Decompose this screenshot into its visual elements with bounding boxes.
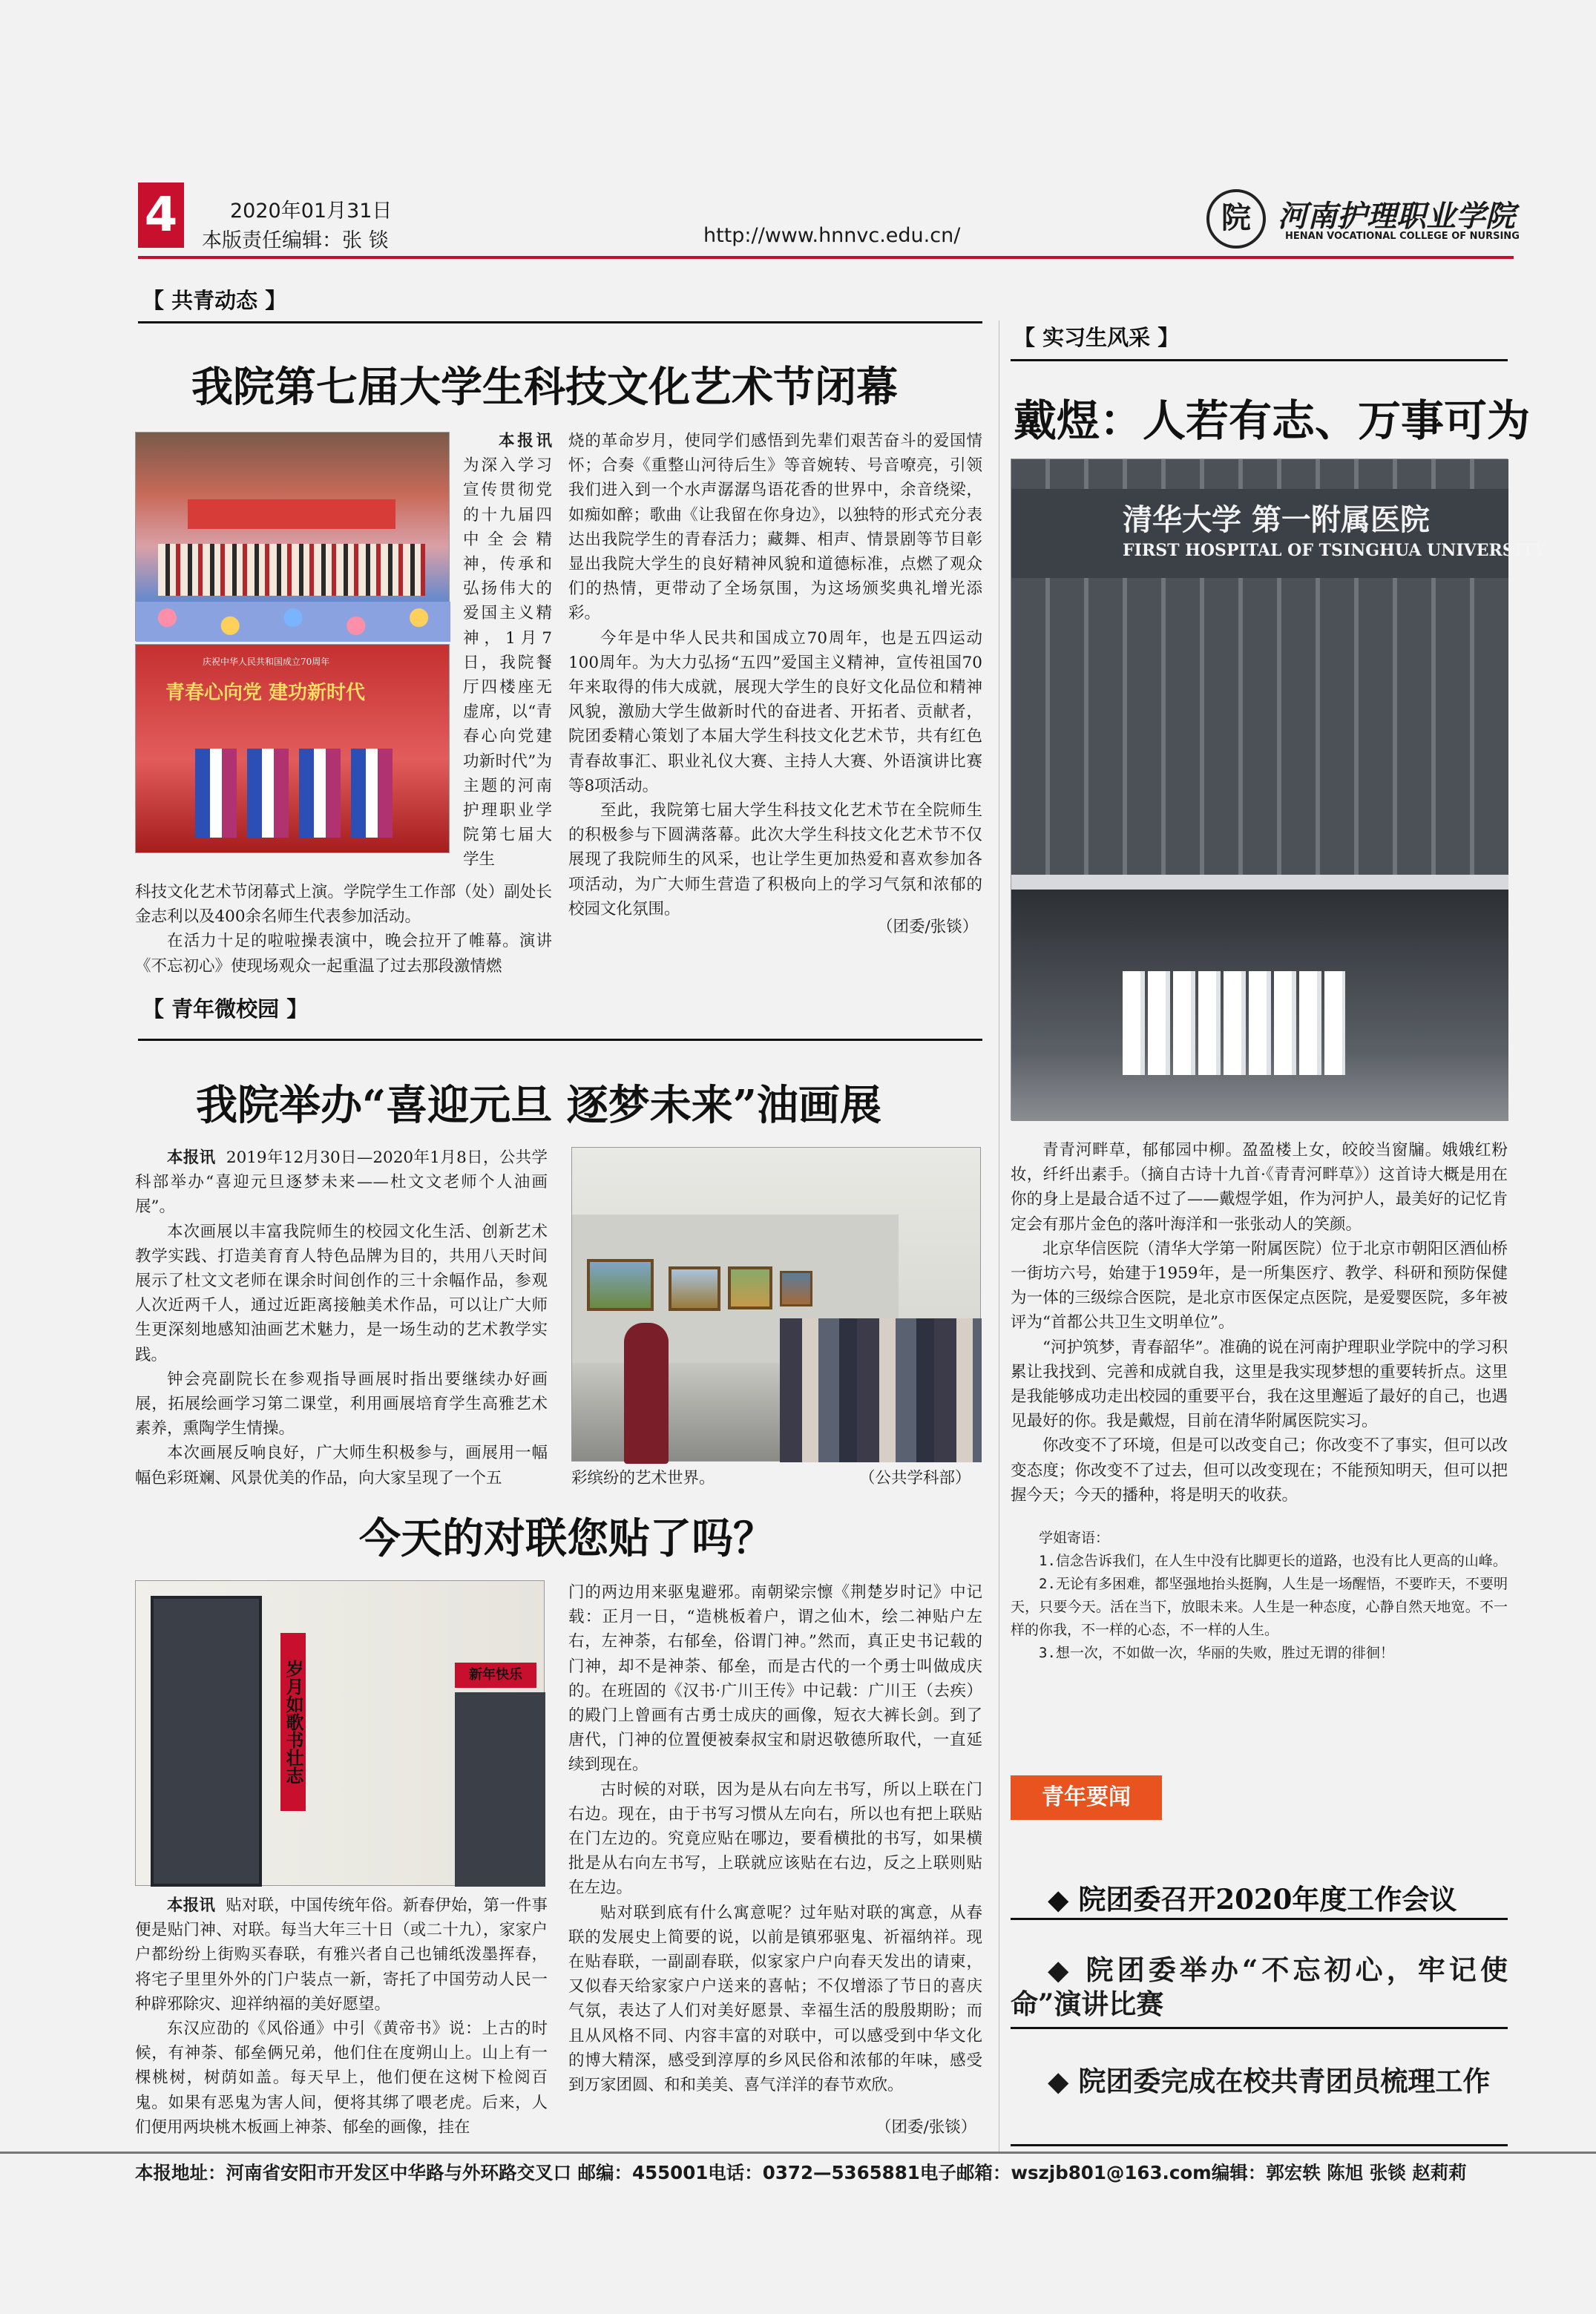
news-tag-label: 青年要闻 xyxy=(1042,1784,1131,1810)
headline-intern: 戴煜：人若有志、万事可为 xyxy=(1014,395,1531,446)
senior-message xyxy=(1011,1527,1508,1705)
article-text: 古时候的对联，因为是从右向左书写，所以上联在门右边。现在，由于书写习惯从左向右，所以也有把上联贴在门左边的。究竟应贴在哪边，要看横批的书写，如果横批是从右向左书写，上联就应该贴在右边，反之上联则贴在左边。 xyxy=(568,1780,982,1898)
hospital-canopy xyxy=(1011,875,1508,890)
credit-exhibition: （公共学科部） xyxy=(859,1469,971,1488)
section-tag-weixiaoyuan: 【 青年微校园 】 xyxy=(142,996,309,1022)
news-divider xyxy=(1011,1918,1508,1920)
article-text: 东汉应劭的《风俗通》中引《黄帝书》说：上古的时候，有神荼、郁垒俩兄弟，他们住在度朔山上。山上有一棵桃树，树荫如盖。每天早上，他们便在这树下检阅百鬼。如果有恶鬼为害人间，便将其绑了喂老虎。后来，人们便用两块桃木板画上神荼、郁垒的画像，挂在 xyxy=(135,2019,548,2137)
news-item-text: ◆ 院团委完成在校共青团员梳理工作 xyxy=(1048,2065,1491,2097)
article-text: 你改变不了环境，但是可以改变自己；你改变不了事实，但可以改变态度；你改变不了过去，但可以改变现在；不能预知明天，但可以把握今天；今天的播种，将是明天的收获。 xyxy=(1011,1436,1508,1505)
article-text: 烧的革命岁月，使同学们感悟到先辈们艰苦奋斗的爱国情怀；合奏《重整山河待后生》等音婉转、号音嘹亮，引领我们进入到一个水声潺潺鸟语花香的世界中，余音绕梁，如痴如醉；歌曲《让我留在你身边》，以独特的形式充分表达出我院学生的青春活力；藏舞、相声、情景剧等节目彰显出我院大学生的良好精神风貌和道德标准，点燃了观众们的热情，更带动了全场氛围，为这场颁奖典礼增光添彩。 xyxy=(568,432,982,623)
photo-couplet-door xyxy=(135,1580,545,1886)
footer-rule xyxy=(0,2152,1596,2154)
news-item-work-meeting[interactable]: ◆ 院团委召开2020年度工作会议 xyxy=(1048,1883,1457,1916)
stage-banner xyxy=(188,499,395,529)
hosts-group xyxy=(195,749,395,838)
headline-couplets: 今天的对联您贴了吗？ xyxy=(359,1514,775,1563)
headline-painting-exhibition: 我院举办“喜迎元旦 逐梦未来”油画展 xyxy=(196,1081,881,1130)
header-rule-red xyxy=(138,256,1514,259)
page-editor: 本版责任编辑：张 锬 xyxy=(202,229,389,252)
article-couplets xyxy=(135,1893,548,2140)
page-number: 4 xyxy=(144,188,178,243)
nurses-group xyxy=(1123,971,1345,1075)
couplet-top-text: 新年快乐 xyxy=(469,1667,522,1683)
couplet-left-text: 岁月如歌书壮志 xyxy=(283,1660,304,1784)
article-text: 在活力十足的啦啦操表演中，晚会拉开了帷幕。演讲《不忘初心》使现场观众一起重温了过去那段激情燃 xyxy=(135,932,552,976)
section-rule xyxy=(138,1039,982,1041)
visitor xyxy=(624,1323,669,1464)
article-text: 青青河畔草，郁郁园中柳。盈盈楼上女，皎皎当窗牖。娥娥红粉妆，纤纤出素手。（摘自古诗十九首·《青青河畔草》）这首诗大概是用在你的身上是最合适不过了——戴煜学姐，作为河护人，最美好的记忆肯定会有那片金色的落叶海洋和一张张动人的笑颜。 xyxy=(1011,1141,1508,1234)
banner-line-1: 庆祝中华人民共和国成立70周年 xyxy=(203,657,330,667)
news-divider xyxy=(1011,2027,1508,2029)
article-couplets-col2 xyxy=(568,1580,982,2114)
article-text: 本次画展以丰富我院师生的校园文化生活、创新艺术教学实践、打造美育育人特色品牌为目的，共用八天时间展示了杜文文老师在课余时间创作的三十余幅作品，参观人次近两千人，通过近距离接触美术作品，可以让广大师生更深刻地感知油画艺术魅力，是一场生动的艺术教学实践。 xyxy=(135,1222,548,1364)
section-tag-gongqing: 【 共青动态 】 xyxy=(142,288,287,313)
article-text: “河护筑梦，青春韶华”。准确的说在河南护理职业学院中的学习积累让我找到、完善和成就自我，这里是我实现梦想的重要转折点。这里是我能够成功走出校园的重要平台，我在这里邂逅了最好的自己，也遇见最好的你。我是戴煜，目前在清华附属医院实习。 xyxy=(1011,1338,1508,1431)
students-group xyxy=(780,1318,982,1462)
article-festival-col2 xyxy=(568,429,982,918)
school-logo-seal xyxy=(1206,189,1266,249)
lead-label: 本报讯 xyxy=(167,1896,216,1915)
section-rule xyxy=(138,321,982,323)
section-tag-shixi: 【 实习生风采 】 xyxy=(1014,325,1180,350)
article-text: 为深入学习宣传贯彻党的十九届四中全会精神，传承和弘扬伟大的爱国主义精神，1月7日，我院餐厅四楼座无虚席，以“青春心向党建功新时代”为主题的河南护理职业学院第七届大学生 xyxy=(463,456,552,870)
painting xyxy=(669,1266,720,1311)
photo-hospital xyxy=(1011,458,1546,1120)
article-text: 今年是中华人民共和国成立70周年，也是五四运动100周年。为大力弘扬“五四”爱国主义精神，宣传祖国70年来取得的伟大成就，展现大学生的良好文化品位和精神风貌，激励大学生做新时代的奋进者、开拓者、贡献者，院团委精心策划了本届大学生科技文化艺术节，共有红色青春故事汇、职业礼仪大赛、主持人大赛、外语演讲比赛等8项活动。 xyxy=(568,628,982,795)
section-tag-news xyxy=(1011,1775,1162,1820)
news-divider xyxy=(1011,2144,1508,2146)
couplet-left xyxy=(280,1633,306,1811)
article-text: 北京华信医院（清华大学第一附属医院）位于北京市朝阳区酒仙桥一街坊六号，始建于1959年，是一所集医疗、教学、科研和预防保健为一体的三级综合医院，是北京市医保定点医院，是爱婴医院，多年被评为“首都公共卫生文明单位”。 xyxy=(1011,1239,1508,1332)
message-item: 3.想一次，不如做一次，华丽的失败，胜过无谓的徘徊！ xyxy=(1039,1645,1394,1661)
headline-art-festival: 我院第七届大学生科技文化艺术节闭幕 xyxy=(191,363,898,412)
photo-festival-banner xyxy=(135,644,450,853)
article-text: 本次画展反响良好，广大师生积极参与，画展用一幅幅色彩斑斓、风景优美的作品，向大家呈现了一个五 xyxy=(135,1444,548,1488)
photo-festival-stage xyxy=(135,432,450,641)
logo-glyph: 院 xyxy=(1221,200,1251,235)
article-text: 科技文化艺术节闭幕式上演。学院学生工作部（处）副处长金志利以及400余名师生代表参加活动。 xyxy=(135,883,552,927)
footer-contact: 本报地址：河南省安阳市开发区中华路与外环路交叉口 邮编：455001电话：0372—5365881电子邮箱：wszjb801@163.com编辑：郭宏轶 陈旭 张锬 赵莉莉 xyxy=(135,2162,1467,2183)
message-item: 1.信念告诉我们，在人生中没有比脚更长的道路，也没有比人更高的山峰。 xyxy=(1039,1553,1507,1569)
article-festival-full xyxy=(135,880,552,976)
door-right xyxy=(455,1692,545,1887)
article-text: 钟会亮副院长在参观指导画展时指出要继续办好画展，拓展绘画学习第二课堂，利用画展培育学生高雅艺术素养，熏陶学生情操。 xyxy=(135,1370,548,1439)
article-text: 贴对联到底有什么寓意呢？过年贴对联的寓意，从春联的发展史上简要的说，以前是镇邪驱鬼、祈福纳祥。现在贴春联，一副副春联，似家家户户向春天发出的请柬，又似春天给家家户户送来的喜帖；不仅增添了节日的喜庆气氛，表达了人们对美好愿景、幸福生活的殷殷期盼；而且从风格不同、内容丰富的对联中，可以感受到中华文化的博大精深，感受到淳厚的乡风民俗和浓郁的年味，感受到万家团圆、和和美美、喜气洋洋的春节欢欣。 xyxy=(568,1903,982,2095)
school-name-english: HENAN VOCATIONAL COLLEGE OF NURSING xyxy=(1285,231,1520,242)
news-item-member-review[interactable] xyxy=(1011,2064,1508,2098)
banner-line-2: 青春心向党 建功新时代 xyxy=(165,682,366,704)
lead-label: 本报讯 xyxy=(499,432,552,450)
credit-festival: （团委/张锬） xyxy=(877,918,979,936)
issue-date: 2020年01月31日 xyxy=(230,200,393,223)
article-text: 彩缤纷的艺术世界。 xyxy=(571,1469,715,1488)
article-text: 2019年12月30日—2020年1月8日，公共学科部举办“喜迎元旦逐梦未来——杜文文老师个人油画展”。 xyxy=(135,1148,548,1217)
article-text: 至此，我院第七届大学生科技文化艺术节在全院师生的积极参与下圆满落幕。此次大学生科技文化艺术节不仅展现了我院师生的风采，也让学生更加热爱和喜欢参加各项活动，为广大师生营造了积极向上的学习气氛和浓郁的校园文化氛围。 xyxy=(568,801,982,918)
stage-performers xyxy=(158,544,425,596)
message-item: 2.无论有多困难，都坚强地抬头挺胸，人生是一场醒悟，不要昨天，不要明天，只要今天。活在当下，放眼未来。人生是一种态度，心静自然天地宽。不一样的你我，不一样的心态，不一样的人生。 xyxy=(1011,1576,1508,1638)
article-intern xyxy=(1011,1138,1508,1509)
hospital-sign-en: FIRST HOSPITAL OF TSINGHUA UNIVERSITY xyxy=(1123,541,1546,560)
door xyxy=(151,1596,262,1887)
photo-exhibition-gallery xyxy=(571,1147,981,1462)
painting xyxy=(728,1266,772,1309)
hospital-sign-cn: 清华大学 第一附属医院 xyxy=(1123,502,1430,537)
couplet-top xyxy=(455,1663,536,1688)
credit-couplets: （团委/张锬） xyxy=(876,2118,977,2137)
article-text: 贴对联，中国传统年俗。新春伊始，第一件事便是贴门神、对联。每当大年三十日（或二十九），家家户户都纷纷上街购买春联，有雅兴者自己也铺纸泼墨挥春，将宅子里里外外的门户装点一新，寄托了中国劳动人民一种辟邪除灾、迎祥纳福的美好愿望。 xyxy=(135,1896,548,2014)
article-text: 门的两边用来驱鬼避邪。南朝梁宗懔《荆楚岁时记》中记载：正月一日，“造桃板着户，谓之仙木，绘二神贴户左右，左神荼，右郁垒，俗谓门神。”然而，真正史书记载的门神，却不是神荼、郁垒，而是古代的一个勇士叫做成庆的。在班固的《汉书·广川王传》中记载：广川王（去疾）的殿门上曾画有古勇士成庆的画像，短衣大裤长剑。到了唐代，门神的位置便被秦叔宝和尉迟敬德所取代，一直延续到现在。 xyxy=(568,1583,982,1775)
balloons xyxy=(136,602,450,642)
painting xyxy=(780,1271,812,1306)
website-url[interactable]: http://www.hnnvc.edu.cn/ xyxy=(703,224,961,247)
message-title: 学姐寄语： xyxy=(1039,1530,1110,1546)
painting xyxy=(587,1259,654,1311)
lead-label: 本报讯 xyxy=(167,1148,216,1167)
school-name: 河南护理职业学院 xyxy=(1278,199,1515,234)
news-item-text: ◆ 院团委举办“不忘初心，牢记使命”演讲比赛 xyxy=(1011,1953,1508,2020)
section-rule xyxy=(1011,359,1508,361)
page-number-box xyxy=(138,183,184,248)
news-item-speech-contest[interactable] xyxy=(1011,1953,1508,2021)
article-festival-narrow xyxy=(463,429,552,878)
article-exhibition xyxy=(135,1146,548,1494)
